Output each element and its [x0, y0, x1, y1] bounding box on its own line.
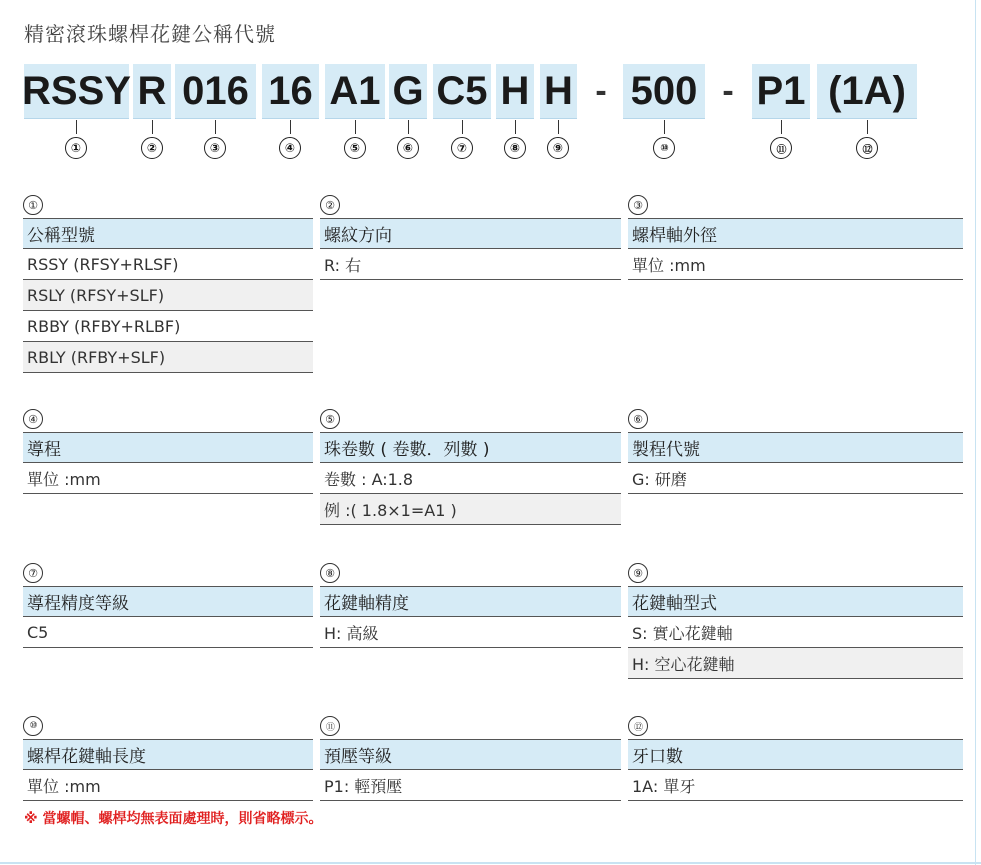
- code-number-6: ⑥: [397, 137, 419, 159]
- block-number: ①: [23, 195, 43, 215]
- block-number: ④: [23, 409, 43, 429]
- code-number-11: ⑪: [770, 137, 792, 159]
- code-segment-4: 16: [262, 64, 319, 119]
- code-tick-11: [781, 120, 782, 134]
- block-row: 單位 :mm: [628, 249, 963, 280]
- legend-block-3: [628, 190, 963, 280]
- block-row: H: 高級: [320, 617, 621, 648]
- legend-block-5: [320, 404, 621, 525]
- legend-block-9: [628, 558, 963, 679]
- code-segment-11: P1: [752, 64, 810, 119]
- block-header: 螺桿軸外徑: [628, 218, 963, 249]
- block-number: ⑫: [628, 716, 648, 736]
- block-number: ⑥: [628, 409, 648, 429]
- block-row: S: 實心花鍵軸: [628, 617, 963, 648]
- code-tick-5: [355, 120, 356, 134]
- legend-block-12: [628, 711, 963, 801]
- code-tick-8: [515, 120, 516, 134]
- code-tick-1: [76, 120, 77, 134]
- block-row: C5: [23, 617, 313, 648]
- block-number: ⑦: [23, 563, 43, 583]
- code-number-2: ②: [141, 137, 163, 159]
- block-header: 導程: [23, 432, 313, 463]
- code-segment-3: 016: [175, 64, 256, 119]
- code-tick-2: [152, 120, 153, 134]
- code-number-5: ⑤: [344, 137, 366, 159]
- legend-block-8: [320, 558, 621, 648]
- legend-block-6: [628, 404, 963, 494]
- block-number: ②: [320, 195, 340, 215]
- block-header: 公稱型號: [23, 218, 313, 249]
- code-segment-6: G: [389, 64, 427, 119]
- block-row: RBLY (RFBY+SLF): [23, 342, 313, 373]
- legend-block-7: [23, 558, 313, 648]
- block-row: P1: 輕預壓: [320, 770, 621, 801]
- block-header: 花鍵軸精度: [320, 586, 621, 617]
- code-segment-1: RSSY: [24, 64, 129, 119]
- code-number-3: ③: [204, 137, 226, 159]
- block-header: 導程精度等級: [23, 586, 313, 617]
- code-number-12: ⑫: [856, 137, 878, 159]
- code-segment-8: H: [496, 64, 534, 119]
- code-separator-1: -: [595, 72, 607, 110]
- block-number: ⑪: [320, 716, 340, 736]
- code-tick-4: [290, 120, 291, 134]
- block-row: H: 空心花鍵軸: [628, 648, 963, 679]
- block-number: ⑤: [320, 409, 340, 429]
- code-segment-7: C5: [433, 64, 491, 119]
- code-segment-12: (1A): [817, 64, 917, 119]
- code-segment-5: A1: [325, 64, 385, 119]
- legend-block-11: [320, 711, 621, 801]
- page-title: 精密滾珠螺桿花鍵公稱代號: [24, 22, 276, 46]
- code-segment-10: 500: [623, 64, 705, 119]
- block-row: R: 右: [320, 249, 621, 280]
- block-row: G: 研磨: [628, 463, 963, 494]
- model-code-row: [0, 64, 981, 120]
- code-number-4: ④: [279, 137, 301, 159]
- code-number-10: ⑩: [653, 137, 675, 159]
- legend-block-4: [23, 404, 313, 494]
- code-tick-7: [462, 120, 463, 134]
- code-tick-6: [408, 120, 409, 134]
- code-segment-9: H: [540, 64, 577, 119]
- block-row: 例 :( 1.8×1=A1 ): [320, 494, 621, 525]
- code-number-1: ①: [65, 137, 87, 159]
- code-separator-2: -: [722, 72, 734, 110]
- block-header: 螺桿花鍵軸長度: [23, 739, 313, 770]
- block-number: ⑧: [320, 563, 340, 583]
- block-number: ⑩: [23, 716, 43, 736]
- block-row: RSLY (RFSY+SLF): [23, 280, 313, 311]
- legend-block-10: [23, 711, 313, 801]
- code-number-7: ⑦: [451, 137, 473, 159]
- block-header: 螺紋方向: [320, 218, 621, 249]
- code-tick-9: [558, 120, 559, 134]
- footnote: ※ 當螺帽、螺桿均無表面處理時，則省略標示。: [24, 811, 323, 827]
- code-tick-3: [215, 120, 216, 134]
- block-row: 單位 :mm: [23, 463, 313, 494]
- frame-border-right: [975, 0, 976, 865]
- block-row: 卷數 : A:1.8: [320, 463, 621, 494]
- block-header: 珠卷數 ( 卷數．列數 ): [320, 432, 621, 463]
- block-header: 花鍵軸型式: [628, 586, 963, 617]
- legend-block-2: [320, 190, 621, 280]
- code-number-9: ⑨: [547, 137, 569, 159]
- block-number: ③: [628, 195, 648, 215]
- frame-border-bottom: [0, 862, 981, 864]
- code-number-8: ⑧: [504, 137, 526, 159]
- code-segment-2: R: [133, 64, 171, 119]
- code-tick-10: [664, 120, 665, 134]
- block-row: 單位 :mm: [23, 770, 313, 801]
- block-header: 牙口數: [628, 739, 963, 770]
- block-header: 製程代號: [628, 432, 963, 463]
- block-header: 預壓等級: [320, 739, 621, 770]
- legend-block-1: [23, 190, 313, 373]
- code-tick-12: [867, 120, 868, 134]
- block-row: 1A: 單牙: [628, 770, 963, 801]
- block-number: ⑨: [628, 563, 648, 583]
- block-row: RSSY (RFSY+RLSF): [23, 249, 313, 280]
- block-row: RBBY (RFBY+RLBF): [23, 311, 313, 342]
